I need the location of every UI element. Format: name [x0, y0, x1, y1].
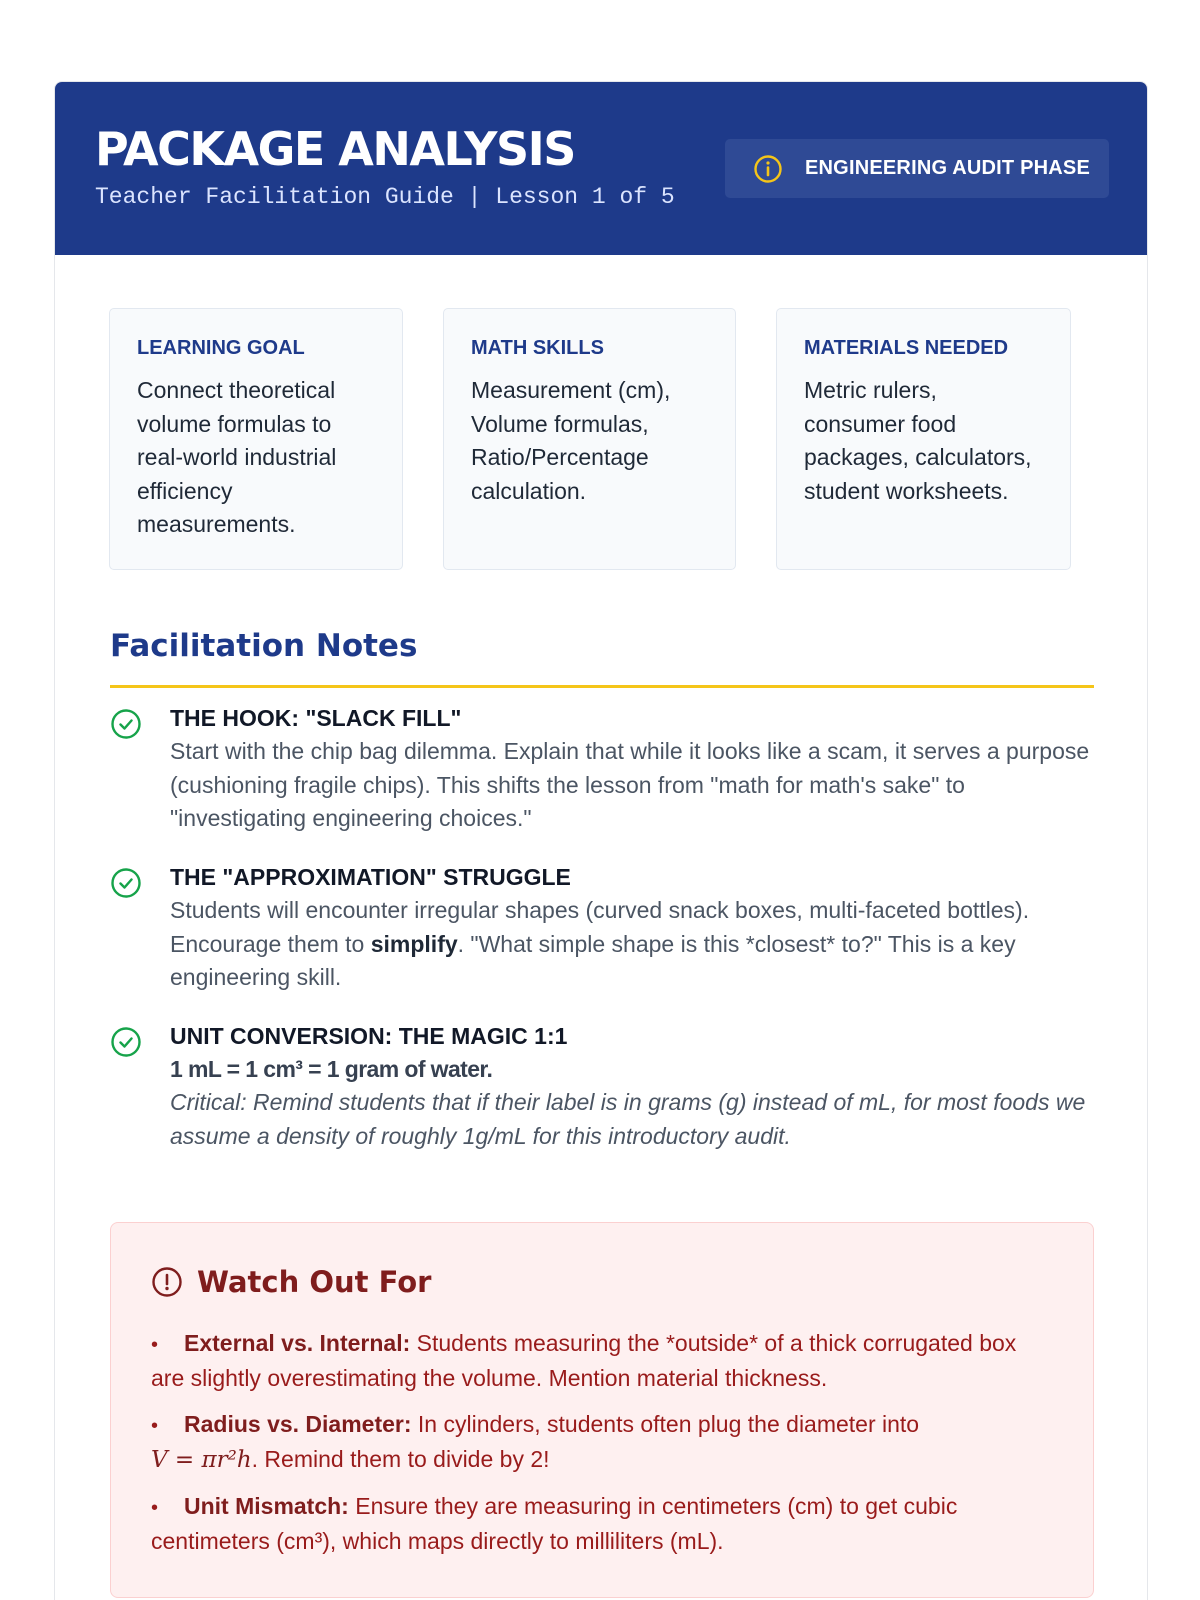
note-hook [110, 702, 1100, 836]
note-text: Start with the chip bag dilemma. Explain that while it looks like a scam, it serves a purpose (cushioning fragile chips). This shifts the lesson from "math for math's sake" to "investigating engineering choices." [170, 738, 1090, 831]
note-approximation [110, 861, 1100, 995]
warning-text: Students measuring the *outside* of a thick corrugated box are slightly overestimating the volume. Mention material thickness. [151, 1330, 1017, 1391]
list-item [151, 1327, 1053, 1395]
note-text [170, 894, 1100, 995]
header [55, 82, 1147, 255]
bullet-icon: • [151, 1334, 159, 1356]
note-unit-conversion [110, 1020, 1100, 1153]
check-circle-icon [110, 708, 142, 740]
bullet-icon: • [151, 1415, 159, 1437]
warning-label: Radius vs. Diameter: [184, 1411, 412, 1437]
volume-formula: V = πr²h [151, 1447, 252, 1473]
conversion-formula: 1 mL = 1 cm³ = 1 gram of water. [170, 1056, 493, 1082]
note-title: UNIT CONVERSION: THE MAGIC 1:1 [170, 1023, 568, 1049]
guide-card [54, 81, 1148, 1600]
info-box-label: MATH SKILLS [471, 337, 604, 359]
info-icon [753, 154, 783, 184]
note-emphasis: simplify [370, 930, 458, 957]
warning-text: Ensure they are measuring in centimeters (cm) to get cubic centimeters (cm³), which maps directly to milliliters (mL). [151, 1493, 958, 1554]
note-text-part: . "What simple shape is this *closest* to?" This is a key engineering skill. [170, 930, 1016, 990]
warning-text: . Remind them to divide by 2! [251, 1446, 550, 1472]
note-title: THE HOOK: "SLACK FILL" [170, 705, 462, 731]
note-critical-text: Critical: Remind students that if their label is in grams (g) instead of mL, for most foods we assume a density of roughly 1g/mL for this introductory audit. [170, 1089, 1086, 1149]
info-box-text: Connect theoretical volume formulas to real-world industrial efficiency measurements. [137, 377, 337, 537]
note-title: THE "APPROXIMATION" STRUGGLE [170, 864, 571, 890]
warning-text: In cylinders, students often plug the diameter into [411, 1411, 920, 1437]
info-box-text: Measurement (cm), Volume formulas, Ratio/Percentage calculation. [471, 377, 671, 504]
info-box-math-skills [443, 308, 736, 570]
warning-label: Unit Mismatch: [184, 1493, 349, 1519]
page-title: PACKAGE ANALYSIS [95, 122, 575, 176]
alert-circle-icon [151, 1266, 183, 1298]
list-item [151, 1408, 1053, 1477]
watch-out-box [110, 1222, 1094, 1598]
info-box-label: LEARNING GOAL [137, 337, 305, 359]
info-box-materials [776, 308, 1071, 570]
info-box-text: Metric rulers, consumer food packages, calculators, student worksheets. [804, 377, 1032, 504]
info-box-learning-goal [109, 308, 403, 570]
page-subtitle: Teacher Facilitation Guide | Lesson 1 of 5 [95, 184, 675, 210]
bullet-icon: • [151, 1497, 159, 1519]
list-item [151, 1490, 1053, 1558]
note-text-part: Students will encounter irregular shapes (curved snack boxes, multi-faceted bottles). Encourage them to [170, 897, 1030, 957]
phase-label: ENGINEERING AUDIT PHASE [805, 157, 1091, 179]
watch-out-title: Watch Out For [197, 1265, 432, 1299]
warning-label: External vs. Internal: [184, 1330, 411, 1356]
check-circle-icon [110, 867, 142, 899]
phase-badge [725, 139, 1109, 198]
section-title: Facilitation Notes [110, 628, 418, 664]
info-box-label: MATERIALS NEEDED [804, 337, 1009, 359]
section-divider [110, 685, 1094, 688]
check-circle-icon [110, 1026, 142, 1058]
